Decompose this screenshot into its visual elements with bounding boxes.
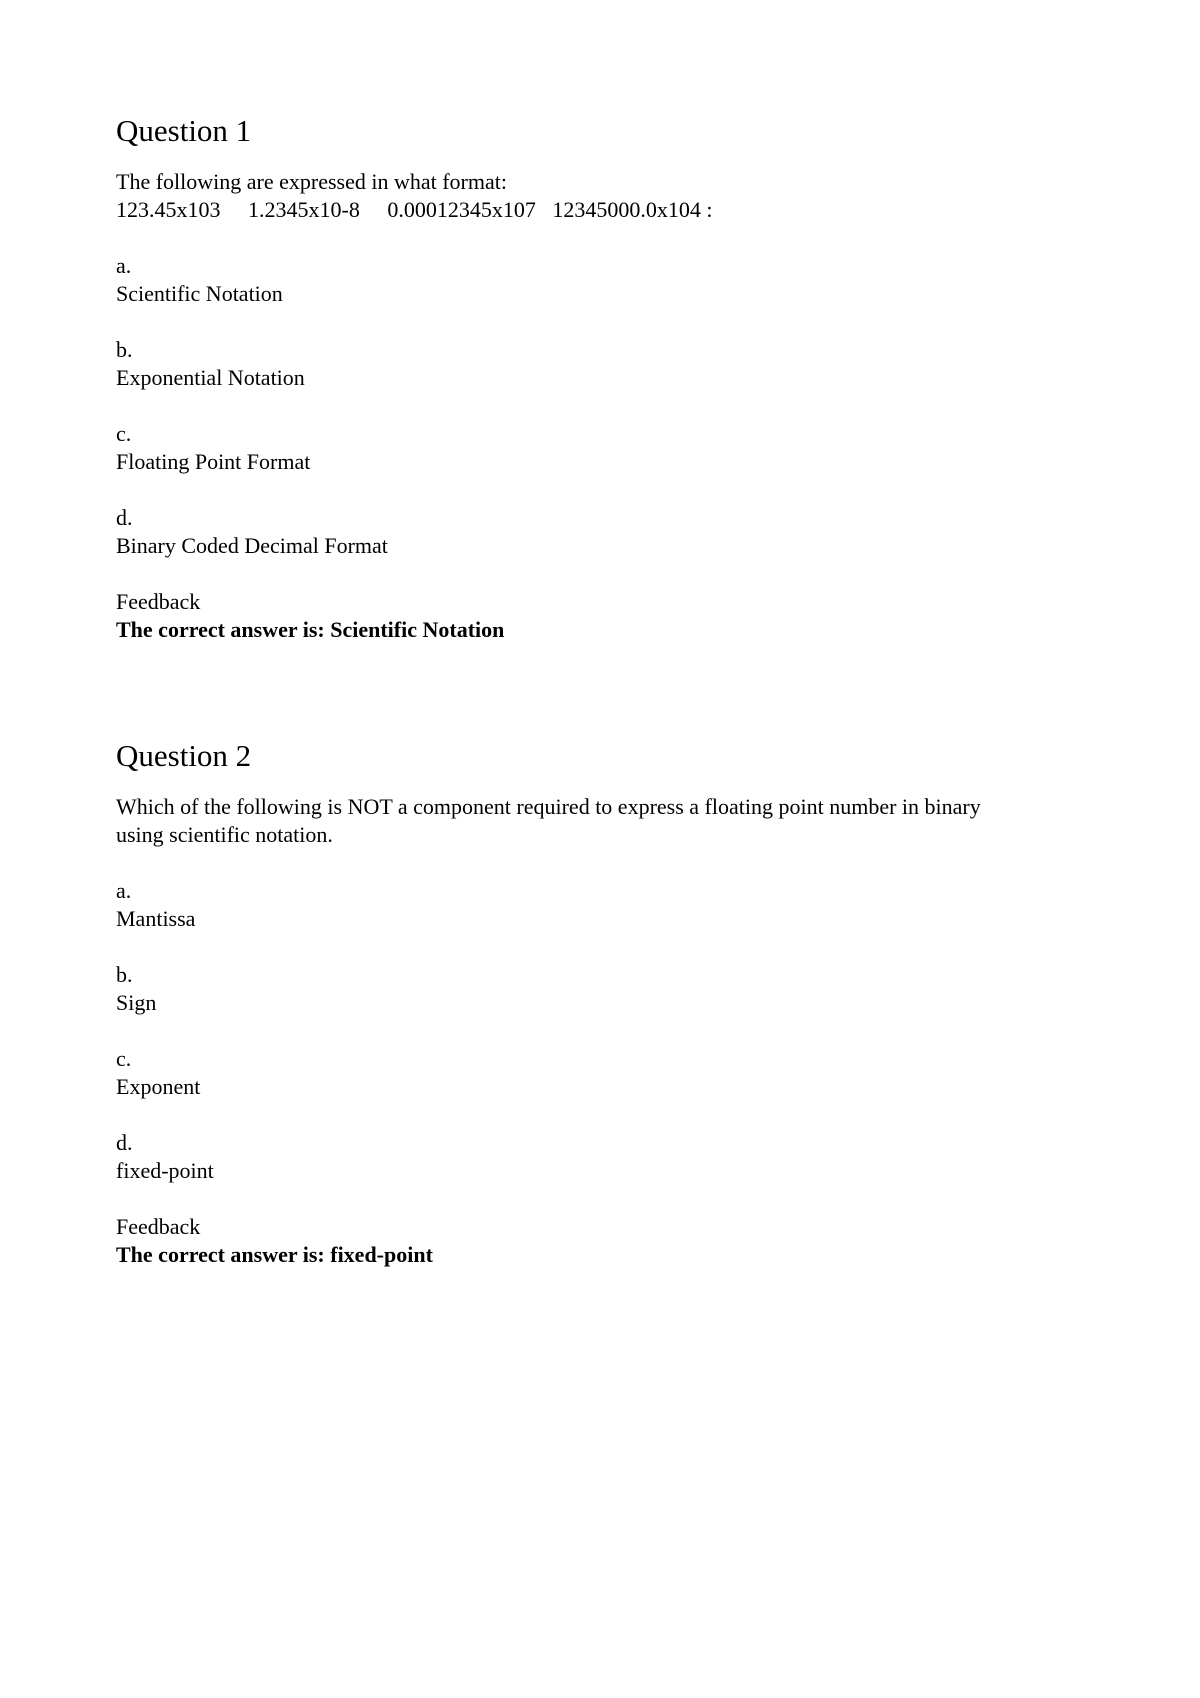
option-text: Scientific Notation — [116, 281, 283, 306]
option-letter: b. — [116, 962, 133, 987]
question-title: Question 1 — [116, 113, 252, 148]
option-d — [116, 1129, 1096, 1185]
answer-options — [116, 252, 1096, 560]
question-text-line: Which of the following is NOT a component required to express a floating point number in binary — [116, 794, 981, 819]
option-c — [116, 1045, 1096, 1101]
option-text: Exponent — [116, 1074, 201, 1099]
option-text: Sign — [116, 990, 157, 1015]
option-c — [116, 420, 1096, 476]
option-d — [116, 504, 1096, 560]
correct-answer: The correct answer is: fixed-point — [116, 1242, 433, 1267]
option-letter: a. — [116, 878, 132, 903]
option-a — [116, 877, 1096, 933]
option-letter: c. — [116, 1046, 132, 1071]
option-text: Mantissa — [116, 906, 196, 931]
option-letter: c. — [116, 421, 132, 446]
correct-answer: The correct answer is: Scientific Notation — [116, 617, 505, 642]
option-b — [116, 336, 1096, 392]
feedback-label: Feedback — [116, 589, 201, 614]
feedback — [116, 588, 1096, 644]
option-text: Floating Point Format — [116, 449, 311, 474]
option-text: Exponential Notation — [116, 365, 305, 390]
question-text — [116, 168, 1096, 224]
question-text — [116, 793, 1096, 849]
feedback-label: Feedback — [116, 1214, 201, 1239]
option-letter: d. — [116, 505, 133, 530]
feedback — [116, 1213, 1096, 1269]
answer-options — [116, 877, 1096, 1185]
option-letter: d. — [116, 1130, 133, 1155]
option-text: Binary Coded Decimal Format — [116, 533, 388, 558]
option-text: fixed-point — [116, 1158, 214, 1183]
option-letter: b. — [116, 337, 133, 362]
option-a — [116, 252, 1096, 308]
question-title: Question 2 — [116, 738, 252, 773]
option-letter: a. — [116, 253, 132, 278]
option-b — [116, 961, 1096, 1017]
question-text-line: 123.45x103 1.2345x10-8 0.00012345x107 12345000.0x104 : — [116, 197, 713, 222]
question-text-line: The following are expressed in what format: — [116, 169, 507, 194]
question-2 — [116, 737, 1096, 1269]
question-text-line: using scientific notation. — [116, 822, 333, 847]
question-1 — [116, 112, 1096, 644]
